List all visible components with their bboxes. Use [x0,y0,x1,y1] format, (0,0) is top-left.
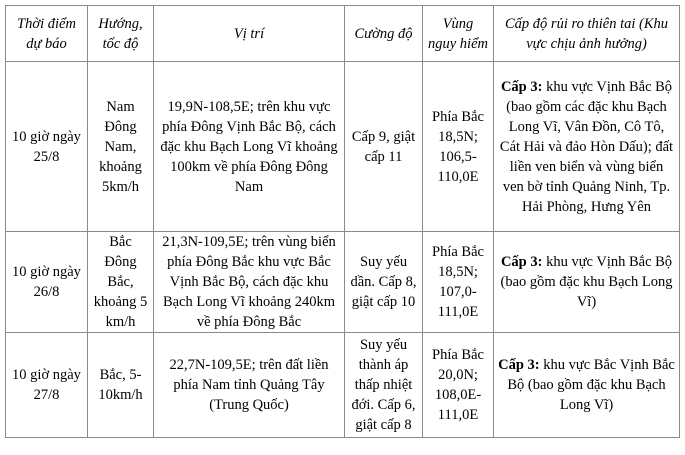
cell-position: 19,9N-108,5E; trên khu vực phía Đông Vịnh Bắc Bộ, cách đặc khu Bạch Long Vĩ khoảng 100km về phía Đông Đông Nam [154,62,345,232]
risk-level-label: Cấp 3: [500,254,543,270]
header-risk-level: Cấp độ rủi ro thiên tai (Khu vực chịu ảnh hưởng) [494,6,680,62]
header-direction: Hướng, tốc độ [88,6,154,62]
cell-position: 22,7N-109,5E; trên đất liền phía Nam tỉnh Quảng Tây (Trung Quốc) [154,333,345,438]
cell-risk [494,232,680,333]
header-position: Vị trí [154,6,345,62]
cell-intensity: Suy yếu thành áp thấp nhiệt đới. Cấp 6, giật cấp 8 [345,333,423,438]
cell-risk [494,333,680,438]
forecast-table [5,5,680,438]
forecast-table-wrapper [5,5,680,438]
cell-time: 10 giờ ngày 26/8 [6,232,88,333]
cell-intensity: Cấp 9, giật cấp 11 [345,62,423,232]
risk-area-text: khu vực Vịnh Bắc Bộ (bao gồm đặc khu Bạch Long Vĩ) [500,254,673,310]
cell-direction: Nam Đông Nam, khoảng 5km/h [88,62,154,232]
cell-danger-zone: Phía Bắc 18,5N; 106,5-110,0E [423,62,494,232]
header-row [6,6,680,62]
cell-risk [494,62,680,232]
cell-danger-zone: Phía Bắc 18,5N; 107,0-111,0E [423,232,494,333]
header-danger-zone: Vùng nguy hiểm [423,6,494,62]
cell-position: 21,3N-109,5E; trên vùng biển phía Đông Bắc khu vực Bắc Vịnh Bắc Bộ, cách đặc khu Bạch Long Vĩ khoảng 240km về phía Đông Bắc [154,232,345,333]
cell-intensity: Suy yếu dần. Cấp 8, giật cấp 10 [345,232,423,333]
table-row [6,62,680,232]
header-time: Thời điểm dự báo [6,6,88,62]
cell-direction: Bắc Đông Bắc, khoảng 5 km/h [88,232,154,333]
risk-area-text: khu vực Bắc Vịnh Bắc Bộ (bao gồm đặc khu Bạch Long Vĩ) [507,357,675,413]
cell-danger-zone: Phía Bắc 20,0N; 108,0E-111,0E [423,333,494,438]
cell-time: 10 giờ ngày 25/8 [6,62,88,232]
table-row [6,333,680,438]
cell-direction: Bắc, 5-10km/h [88,333,154,438]
table-row [6,232,680,333]
risk-level-label: Cấp 3: [500,78,543,95]
header-intensity: Cường độ [345,6,423,62]
risk-area-text: khu vực Vịnh Bắc Bộ (bao gồm các đặc khu Bạch Long Vĩ, Vân Đồn, Cô Tô, Cát Hải và đảo Hòn Dấu); đất liền ven biển và vùng biển ven bờ tỉnh Quảng Ninh, Tp. Hải Phòng, Hưng Yên [499,78,674,215]
risk-level-label: Cấp 3: [498,357,540,373]
cell-time: 10 giờ ngày 27/8 [6,333,88,438]
